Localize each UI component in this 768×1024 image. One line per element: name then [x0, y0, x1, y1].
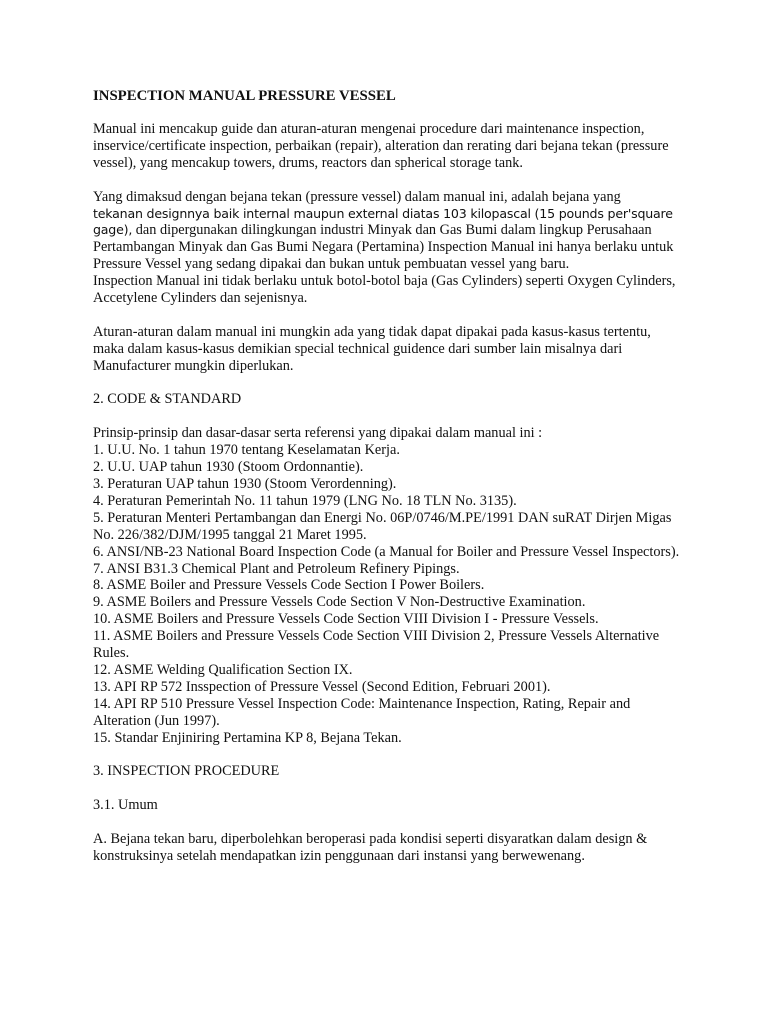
- reference-item: 7. ANSI B31.3 Chemical Plant and Petroleum Refinery Pipings.: [93, 560, 460, 577]
- section-3-1-heading: 3.1. Umum: [93, 797, 158, 814]
- reference-item: 11. ASME Boilers and Pressure Vessels Code Section VIII Division 2, Pressure Vessels Alternative Rules.: [93, 628, 660, 662]
- document-page: [93, 88, 683, 882]
- reference-item: 3. Peraturan UAP tahun 1930 (Stoom Verordenning).: [93, 475, 397, 492]
- reference-item: 15. Standar Enjiniring Pertamina KP 8, Bejana Tekan.: [93, 729, 402, 746]
- reference-item: 13. API RP 572 Insspection of Pressure Vessel (Second Edition, Februari 2001).: [93, 678, 551, 695]
- reference-item: 14. API RP 510 Pressure Vessel Inspection Code: Maintenance Inspection, Rating, Repair and Alteration (Jun 1997).: [93, 695, 631, 729]
- section-2-intro: Prinsip-prinsip dan dasar-dasar serta referensi yang dipakai dalam manual ini :: [93, 425, 543, 442]
- section-3-1-paragraph-a: A. Bejana tekan baru, diperbolehkan beroperasi pada kondisi seperti disyaratkan dalam design & konstruksinya setelah mendapatkan izin penggunaan dari instansi yang berwewenang.: [93, 830, 648, 864]
- reference-item: 2. U.U. UAP tahun 1930 (Stoom Ordonnantie).: [93, 459, 364, 476]
- exclusion-paragraph: Inspection Manual ini tidak berlaku untuk botol-botol baja (Gas Cylinders) seperti Oxygen Cylinders, Accetylene Cylinders dan sejenisnya.: [93, 273, 676, 307]
- reference-item: 12. ASME Welding Qualification Section IX.: [93, 661, 353, 678]
- definition-paragraph: [93, 189, 683, 274]
- exceptions-paragraph: Aturan-aturan dalam manual ini mungkin ada yang tidak dapat dipakai pada kasus-kasus tertentu, maka dalam kasus-kasus demikian special technical guidence dari sumber lain misalnya dari Manufacturer mungkin diperlukan.: [93, 323, 651, 374]
- reference-item: 1. U.U. No. 1 tahun 1970 tentang Keselamatan Kerja.: [93, 442, 400, 459]
- reference-item: 6. ANSI/NB-23 National Board Inspection Code (a Manual for Boiler and Pressure Vessel Inspectors).: [93, 543, 680, 560]
- reference-item: 10. ASME Boilers and Pressure Vessels Code Section VIII Division I - Pressure Vessels.: [93, 611, 599, 628]
- intro-paragraph: Manual ini mencakup guide dan aturan-aturan mengenai procedure dari maintenance inspection, inservice/certificate inspection, perbaikan (repair), alteration dan rerating dari bejana tekan (pressure vessel), yang mencakup towers, drums, reactors dan spherical storage tank.: [93, 121, 669, 171]
- reference-item: 5. Peraturan Menteri Pertambangan dan Energi No. 06P/0746/M.PE/1991 DAN suRAT Dirjen Migas No. 226/382/DJM/1995 tanggal 21 Maret 1995.: [93, 509, 672, 543]
- definition-text-pressure: tekanan designnya baik internal maupun external diatas 103 kilopascal (15 pounds per'square gage),: [93, 205, 673, 238]
- section-3-heading: 3. INSPECTION PROCEDURE: [93, 763, 280, 780]
- section-2-heading: 2. CODE & STANDARD: [93, 391, 242, 408]
- definition-text-start: Yang dimaksud dengan bejana tekan (pressure vessel) dalam manual ini, adalah bejana yang: [93, 188, 621, 205]
- document-title: INSPECTION MANUAL PRESSURE VESSEL: [93, 88, 396, 104]
- reference-item: 4. Peraturan Pemerintah No. 11 tahun 1979 (LNG No. 18 TLN No. 3135).: [93, 492, 517, 509]
- reference-item: 8. ASME Boiler and Pressure Vessels Code Section I Power Boilers.: [93, 577, 485, 594]
- reference-list: [93, 442, 683, 746]
- reference-item: 9. ASME Boilers and Pressure Vessels Code Section V Non-Destructive Examination.: [93, 594, 586, 611]
- definition-text-end: dan dipergunakan dilingkungan industri Minyak dan Gas Bumi dalam lingkup Perusahaan Pertambangan Minyak dan Gas Bumi Negara (Pertamina) Inspection Manual ini hanya berlaku untuk Pressure Vessel yang sedang dipakai dan bukan untuk pembuatan vessel yang baru.: [93, 222, 674, 273]
